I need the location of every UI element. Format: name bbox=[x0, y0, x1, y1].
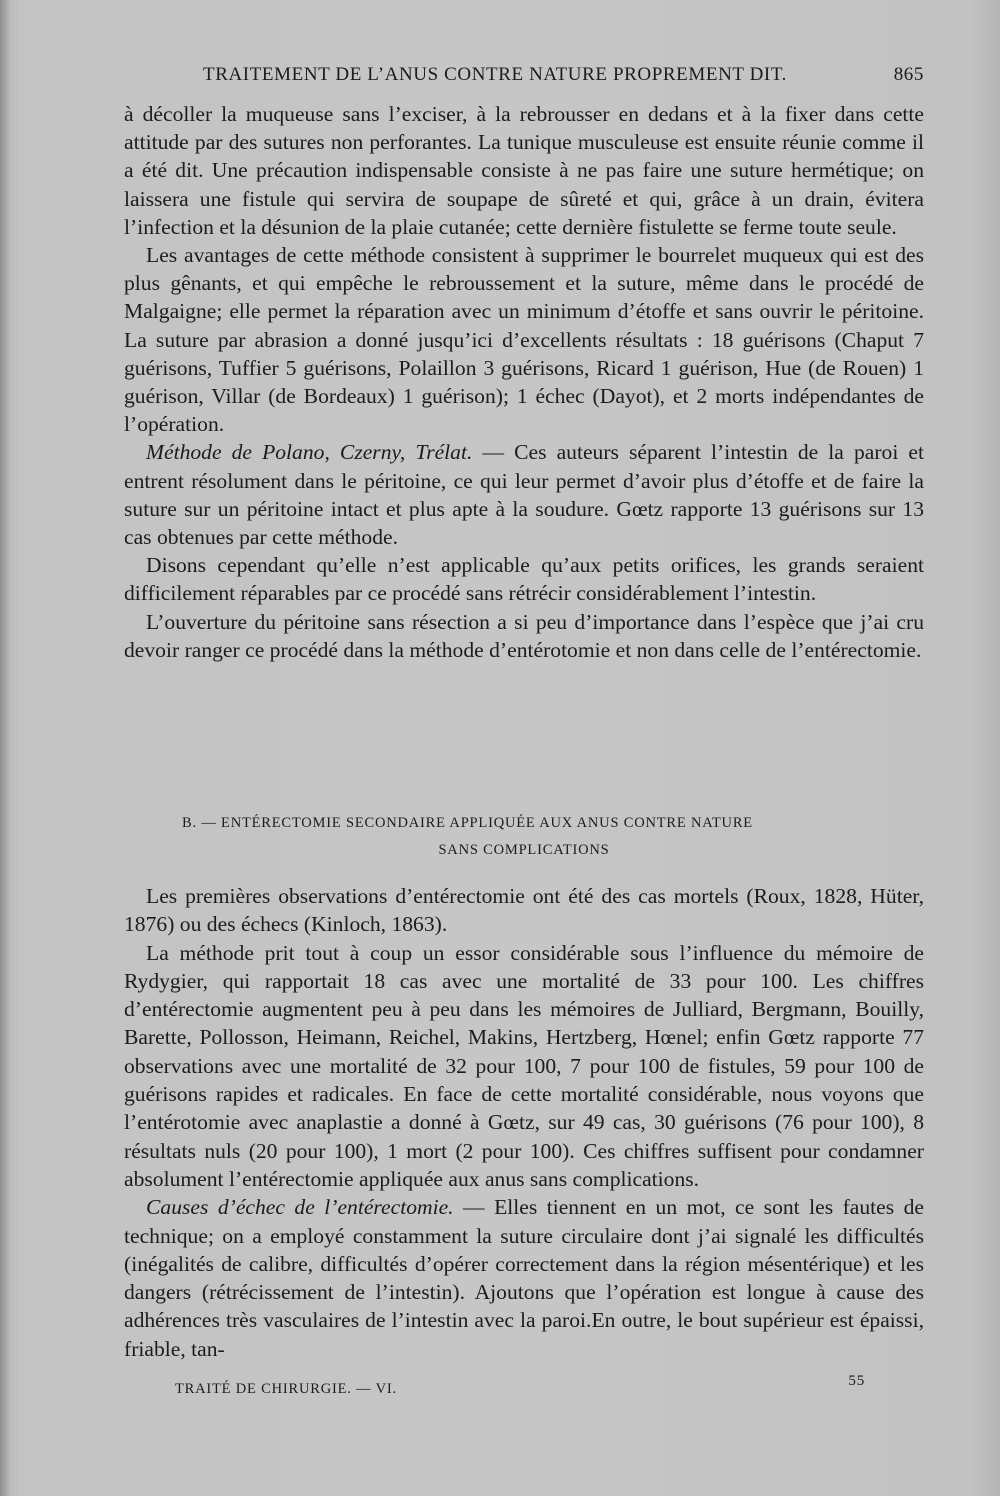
section-heading-line2: SANS COMPLICATIONS bbox=[438, 842, 610, 858]
footer-book-title: TRAITÉ DE CHIRURGIE. — VI. bbox=[175, 1381, 397, 1397]
paragraph-heading-italic: Causes d’échec de l’entérectomie. bbox=[146, 1195, 454, 1220]
page-number: 865 bbox=[893, 64, 924, 85]
paragraph-heading-italic: Méthode de Polano, Czerny, Trélat. bbox=[146, 440, 473, 465]
paragraph: Les avantages de cette méthode consistent à supprimer le bourrelet muqueux qui est des plus gênants, et qui empêche le rebroussement et la suture, même dans le procédé de Malgaigne; elle permet la réparation avec un minimum d’étoffe et sans ouvrir le péritoine. La suture par abrasion a donné jusqu’ici d’excellents résultats : 18 guérisons (Chaput 7 guérisons, Tuffier 5 guérisons, Polaillon 3 guérisons, Ricard 1 guérison, Hue (de Rouen) 1 guérison, Villar (de Bordeaux) 1 guérison); 1 échec (Dayot), et 2 morts indépendantes de l’opération. bbox=[124, 243, 924, 437]
running-header bbox=[203, 64, 924, 86]
running-title: TRAITEMENT DE L’ANUS CONTRE NATURE PROPREMENT DIT. bbox=[203, 64, 787, 85]
paragraph-text: — Elles tiennent en un mot, ce sont les fautes de technique; on a employé constamment la suture circulaire dont j’ai signalé les difficultés (inégalités de calibre, difficultés d’opérer correctement dans la région mésentérique) et les dangers (rétrécissement de l’intestin). Ajoutons que l’opération est longue à cause des adhérences très vasculaires de l’intestin avec la paroi.En outre, le bout supérieur est épaissi, friable, tan- bbox=[124, 1195, 924, 1361]
signature-mark: 55 bbox=[848, 1373, 865, 1389]
paragraph bbox=[124, 1193, 924, 1363]
paragraph: Les premières observations d’entérectomie ont été des cas mortels (Roux, 1828, Hüter, 1876) ou des échecs (Kinloch, 1863). bbox=[124, 884, 924, 937]
paragraph: L’ouverture du péritoine sans résection a si peu d’importance dans l’espèce que j’ai cru devoir ranger ce procédé dans la méthode d’entérotomie et non dans celle de l’entérectomie. bbox=[124, 609, 924, 662]
paragraph bbox=[124, 438, 924, 551]
paragraph-text: — Ces auteurs séparent l’intestin de la paroi et entrent résolument dans le péritoine, ce qui leur permet d’avoir plus d’étoffe et de faire la suture sur un péritoine intact et plus apte à la soudure. Gœtz rapporte 13 guérisons sur 13 cas obtenues par cette méthode. bbox=[124, 440, 924, 550]
paragraph: La méthode prit tout à coup un essor considérable sous l’influence du mémoire de Rydygier, qui rapportait 18 cas avec une mortalité de 33 pour 100. Les chiffres d’entérectomie augmentent peu à peu dans les mémoires de Julliard, Bergmann, Bouilly, Barette, Pollosson, Heimann, Reichel, Makins, Hertzberg, Hœnel; enfin Gœtz rapporte 77 observations avec une mortalité de 32 pour 100, 7 pour 100 de fistules, 59 pour 100 de guérisons rapides et radicales. En face de cette mortalité considérable, nous voyons que l’entérotomie avec anaplastie a donné à Gœtz, sur 49 cas, 30 guérisons (76 pour 100), 8 résultats nuls (20 pour 100), 1 mort (2 pour 100). Ces chiffres suffisent pour condamner absolument l’entérectomie appliquée aux anus sans complications. bbox=[124, 940, 924, 1191]
paragraph: Disons cependant qu’elle n’est applicable qu’aux petits orifices, les grands seraient difficilement réparables par ce procédé sans rétrécir considérablement l’intestin. bbox=[124, 553, 924, 606]
paragraph: à décoller la muqueuse sans l’exciser, à la rebrousser en dedans et à la fixer dans cette attitude par des sutures non perforantes. La tunique musculeuse est ensuite réunie comme il a été dit. Une précaution indispensable consiste à ne pas faire une suture hermétique; on laissera une fistule qui servira de soupape de sûreté et qui, grâce à un drain, évitera l’infection et la désunion de la plaie cutanée; cette dernière fistulette se ferme toute seule. bbox=[124, 102, 924, 239]
page-spine-shadow bbox=[0, 0, 10, 1496]
page-footer bbox=[175, 1373, 865, 1398]
section-heading bbox=[124, 810, 924, 864]
text-block-top bbox=[124, 100, 924, 664]
section-heading-line1: B. — ENTÉRECTOMIE SECONDAIRE APPLIQUÉE AUX ANUS CONTRE NATURE bbox=[182, 815, 753, 831]
text-block-bottom bbox=[124, 882, 924, 1363]
